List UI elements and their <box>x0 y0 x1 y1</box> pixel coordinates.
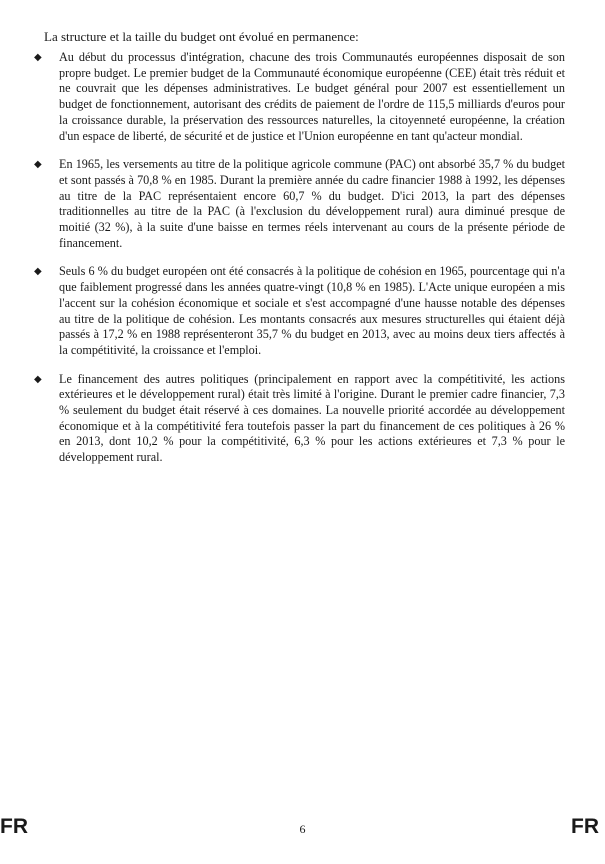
list-item <box>34 50 565 144</box>
diamond-bullet-icon: ◆ <box>34 52 42 63</box>
list-item <box>34 157 565 251</box>
intro-paragraph: La structure et la taille du budget ont évolué en permanence: <box>44 29 359 44</box>
page-number: 6 <box>299 822 306 836</box>
list-item <box>34 264 565 358</box>
list-item-text: Seuls 6 % du budget européen ont été consacrés à la politique de cohésion en 1965, pourcentage qui n'a que faiblement progressé dans les années quatre-vingt (10,8 % en 1985). L'Acte unique européen a mis l'accent sur la cohésion économique et sociale et s'est accompagné d'une hausse notable des dépenses au titre de la politique de cohésion. Les montants consacrés aux mesures structurelles qui étaient déjà passés à 17,2 % en 1988 représenteront 35,7 % du budget en 2013, avec au moins deux tiers affectés à la compétitivité, la croissance et l'emploi. <box>59 264 565 357</box>
diamond-bullet-icon: ◆ <box>34 373 42 385</box>
bullet-list <box>34 50 565 479</box>
diamond-bullet-icon: ◆ <box>34 159 42 171</box>
list-item-text: Au début du processus d'intégration, chacune des trois Communautés européennes disposait de son propre budget. Le premier budget de la Communauté économique européenne (CEE) était très réduit et ne couvrait que les dépenses administratives. Le budget général pour 2007 est essentiellement un budget de fonctionnement, autorisant des crédits de paiement de l'ordre de 115,5 milliards d'euros pour la croissance durable, la préservation des ressources naturelles, la citoyenneté européenne, la création d'un espace de liberté, de sécurité et de justice et l'Union européenne en tant qu'acteur mondial. <box>59 50 565 143</box>
list-item <box>34 372 565 466</box>
list-item-text: En 1965, les versements au titre de la politique agricole commune (PAC) ont absorbé 35,7 % du budget et sont passés à 70,8 % en 1985. Durant la première année du cadre financier 1988 à 1992, les dépenses au titre de la PAC représentaient encore 60,7 % du budget. D'ici 2013, la part des dépenses traditionnelles au titre de la PAC (à l'exclusion du développement rural) aura diminué presque de moitié (32 %), à la suite d'une baisse en termes réels intervenant au cours de la présente période de financement. <box>59 157 565 250</box>
list-item-text: Le financement des autres politiques (principalement en rapport avec la compétitivité, les actions extérieures et le développement rural) était très limité à l'origine. Durant le premier cadre financier, 7,3 % seulement du budget était réservé à ces domaines. La nouvelle priorité accordée au développement économique et à la compétitivité fera toutefois passer la part du financement de ces politiques à 26 % en 2013, dont 10,2 % pour la compétitivité, 6,3 % pour les actions extérieures et 7,3 % pour le développement rural. <box>59 371 565 465</box>
language-code-left: FR <box>0 815 28 838</box>
language-code-right: FR <box>571 815 599 838</box>
diamond-bullet-icon: ◆ <box>34 266 42 278</box>
